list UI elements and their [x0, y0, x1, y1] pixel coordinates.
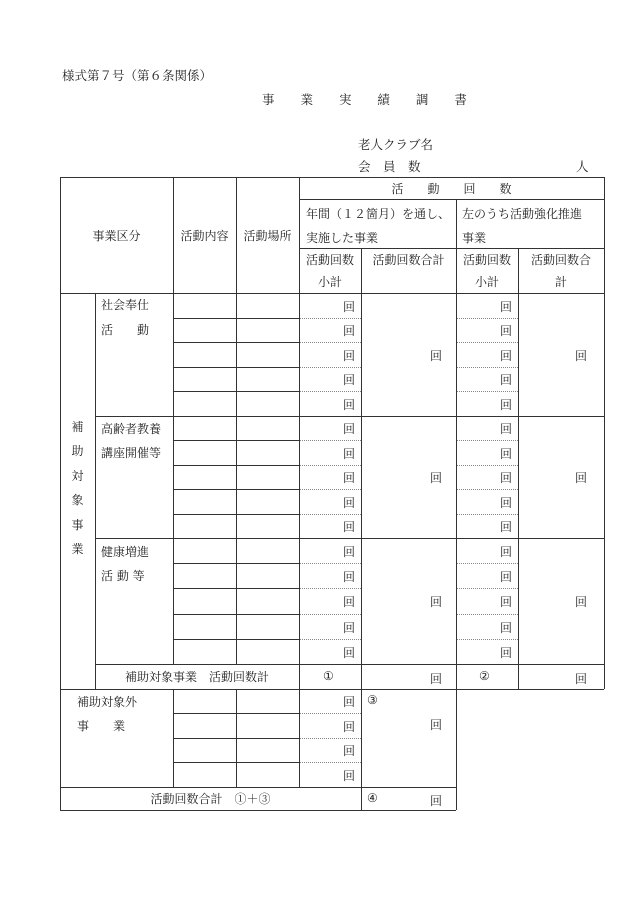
- subtotal-unit: 回: [343, 324, 356, 338]
- group-social-line2: 活 動: [101, 323, 150, 337]
- total1-unit: 回: [430, 672, 443, 686]
- subtotal-unit: 回: [343, 471, 356, 485]
- mark-4: ④: [367, 791, 378, 805]
- subtotal-unit: 回: [343, 348, 356, 363]
- subtotal-unit: 回: [343, 495, 356, 510]
- group-total2-unit: 回: [575, 595, 588, 609]
- form-number: 様式第７号（第６条関係）: [62, 68, 213, 83]
- header-year-line2: 実施した事業: [306, 231, 379, 245]
- header-activity-count: 活 動 回 数: [391, 181, 512, 196]
- header-subtotal-line1: 活動回数: [305, 252, 354, 267]
- group-education-line1: 高齢者教養: [101, 422, 162, 436]
- header-subtotal2-line2: 小計: [474, 274, 499, 289]
- group-total2-unit: 回: [575, 471, 588, 485]
- subtotal2-unit: 回: [500, 446, 513, 461]
- subsidized-total-label: 補助対象事業 活動回数計: [124, 670, 269, 684]
- header-promo-line1: 左のうち活動強化推進: [462, 207, 583, 221]
- header-promo-line2: 事業: [462, 231, 487, 245]
- header-subtotal-line2: 小計: [317, 274, 342, 289]
- total2-unit: 回: [575, 672, 588, 686]
- grand-total-label: 活動回数合計 ①＋③: [150, 792, 271, 806]
- subtotal-unit: 回: [343, 299, 356, 314]
- subtotal2-unit: 回: [500, 348, 513, 363]
- subtotal-unit: 回: [343, 397, 356, 412]
- non-subsidized-subtotal-unit: 回: [343, 744, 356, 758]
- header-total2-line1: 活動回数合: [530, 252, 591, 267]
- subtotal-unit: 回: [343, 569, 356, 584]
- subtotal2-unit: 回: [500, 397, 513, 412]
- grand-total-unit: 回: [430, 794, 443, 808]
- subtotal2-unit: 回: [500, 620, 513, 635]
- subsidized-vertical-label: 補 助 対 象 事 業: [71, 420, 84, 556]
- header-content: 活動内容: [180, 228, 229, 243]
- group-total-unit: 回: [430, 471, 443, 485]
- subtotal2-unit: 回: [500, 569, 513, 584]
- group-social-line1: 社会奉仕: [101, 298, 150, 312]
- group-total-unit: 回: [430, 348, 443, 363]
- club-name-label: 老人クラブ名: [358, 137, 434, 152]
- mark-2: ②: [479, 669, 490, 683]
- subtotal-unit: 回: [343, 422, 356, 436]
- page-title: 事 業 実 績 調 書: [262, 92, 478, 107]
- subtotal-unit: 回: [343, 373, 356, 387]
- non-subsidized-subtotal-unit: 回: [343, 719, 356, 734]
- subtotal2-unit: 回: [500, 422, 513, 436]
- subtotal2-unit: 回: [500, 495, 513, 510]
- header-category: 事業区分: [92, 228, 141, 243]
- subtotal2-unit: 回: [500, 299, 513, 314]
- header-year-line1: 年間（１２箇月）を通し、: [306, 207, 451, 221]
- subtotal-unit: 回: [343, 595, 356, 609]
- subtotal-unit: 回: [343, 645, 356, 660]
- members-label: 会 員 数: [358, 159, 421, 174]
- group-total-unit: 回: [430, 595, 443, 609]
- mark-3: ③: [367, 693, 378, 707]
- subtotal2-unit: 回: [500, 520, 513, 534]
- subtotal-unit: 回: [343, 620, 356, 635]
- subtotal-unit: 回: [343, 544, 356, 559]
- subtotal2-unit: 回: [500, 645, 513, 660]
- non-subsidized-line1: 補助対象外: [77, 695, 138, 709]
- mark-1: ①: [323, 669, 334, 683]
- header-total: 活動回数合計: [372, 252, 445, 267]
- header-subtotal2-line1: 活動回数: [462, 252, 511, 267]
- non-subsidized-subtotal-unit: 回: [343, 695, 356, 709]
- group-education-line2: 講座開催等: [101, 446, 162, 460]
- group-health-line1: 健康増進: [101, 545, 150, 559]
- non-subsidized-total-unit: 回: [430, 718, 443, 732]
- header-place: 活動場所: [243, 228, 292, 243]
- subtotal2-unit: 回: [500, 373, 513, 387]
- header-total2-line2: 計: [554, 274, 567, 289]
- non-subsidized-subtotal-unit: 回: [343, 768, 356, 783]
- subtotal2-unit: 回: [500, 324, 513, 338]
- members-unit: 人: [576, 159, 589, 174]
- group-total2-unit: 回: [575, 348, 588, 363]
- subtotal2-unit: 回: [500, 471, 513, 485]
- subtotal-unit: 回: [343, 520, 356, 534]
- subtotal2-unit: 回: [500, 595, 513, 609]
- non-subsidized-line2: 事 業: [77, 719, 126, 733]
- group-health-line2: 活 動 等: [101, 569, 145, 583]
- subtotal-unit: 回: [343, 446, 356, 461]
- subtotal2-unit: 回: [500, 544, 513, 559]
